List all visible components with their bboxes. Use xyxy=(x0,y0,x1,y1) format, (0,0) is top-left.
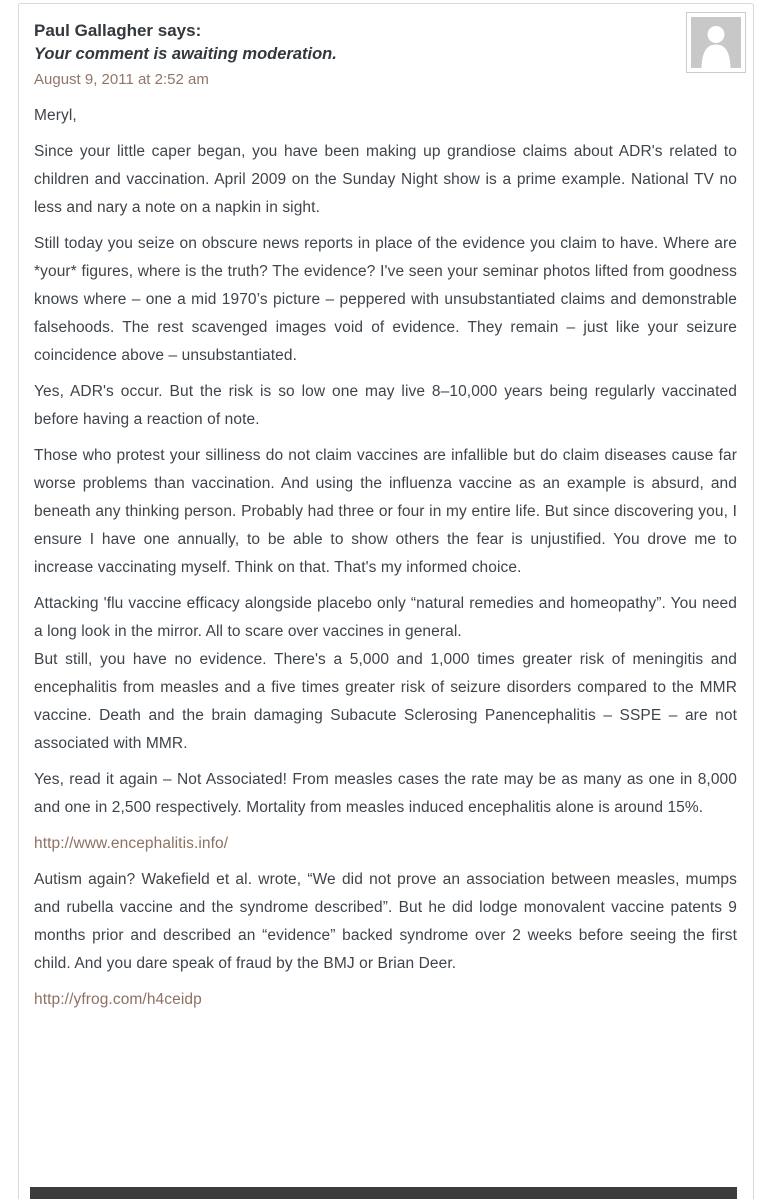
comment-paragraph: Attacking 'flu vaccine efficacy alongside placebo only “natural remedies and homeopathy”. You need a long look in the mirror. All to scare over vaccines in general. But still, you have no evidence. There's a 5,000 and 1,000 times greater risk of meningitis and encephalitis from measles and a five times greater risk of seizure disorders compared to the MMR vaccine. Death and the brain damaging Subacute Sclerosing Panencephalitis – SSPE – are not associated with MMR. xyxy=(34,595,737,752)
comment-body xyxy=(19,89,753,1014)
comment-link[interactable]: http://yfrog.com/h4ceidp xyxy=(34,991,202,1008)
comment-paragraph: Yes, ADR's occur. But the risk is so low one may live 8–10,000 years being regularly vaccinated before having a reaction of note. xyxy=(34,383,737,428)
comment-box xyxy=(18,3,754,1199)
avatar xyxy=(686,12,746,73)
comment-paragraph xyxy=(34,830,737,858)
comment-paragraph: Since your little caper began, you have been making up grandiose claims about ADR's related to children and vaccination. April 2009 on the Sunday Night show is a prime example. National TV no less and nary a note on a napkin in sight. xyxy=(34,143,737,216)
comment-paragraph: Still today you seize on obscure news reports in place of the evidence you claim to have. Where are *your* figures, where is the truth? The evidence? I've seen your seminar photos lifted from goodness knows where – one a mid 1970’s picture – peppered with unsubstantiated claims and demonstrable falsehoods. The rest scavenged images void of evidence. They remain – just like your seizure coincidence above – unsubstantiated. xyxy=(34,235,737,364)
comment-author: Paul Gallagher says: xyxy=(34,21,202,40)
comment-paragraph xyxy=(34,986,737,1014)
next-element-cutoff-bar xyxy=(30,1187,737,1199)
person-placeholder-icon xyxy=(691,17,741,68)
comment-paragraph: Meryl, xyxy=(34,107,77,124)
comment-link[interactable]: http://www.encephalitis.info/ xyxy=(34,835,229,852)
comment-paragraph: Yes, read it again – Not Associated! From measles cases the rate may be as many as one in 8,000 and one in 2,500 respectively. Mortality from measles induced encephalitis alone is around 15%. xyxy=(34,771,737,816)
comment-header xyxy=(19,4,753,89)
comment-paragraph: Autism again? Wakefield et al. wrote, “We did not prove an association between measles, mumps and rubella vaccine and the syndrome described”. But he did lodge monovalent vaccine patents 9 months prior and described an “evidence” backed syndrome over 2 weeks before seeing the first child. And you dare speak of fraud by the BMJ or Brian Deer. xyxy=(34,871,737,972)
comment-date: August 9, 2011 at 2:52 am xyxy=(34,71,209,88)
comment-paragraph: Those who protest your silliness do not claim vaccines are infallible but do claim diseases cause far worse problems than vaccination. And using the influenza vaccine as an example is absurd, and beneath any thinking person. Probably had three or four in my entire life. But since discovering you, I ensure I have one annually, to be able to show others the fear is unjustified. You drove me to increase vaccinating myself. Think on that. That's my informed choice. xyxy=(34,447,737,576)
moderation-notice: Your comment is awaiting moderation. xyxy=(34,45,337,63)
